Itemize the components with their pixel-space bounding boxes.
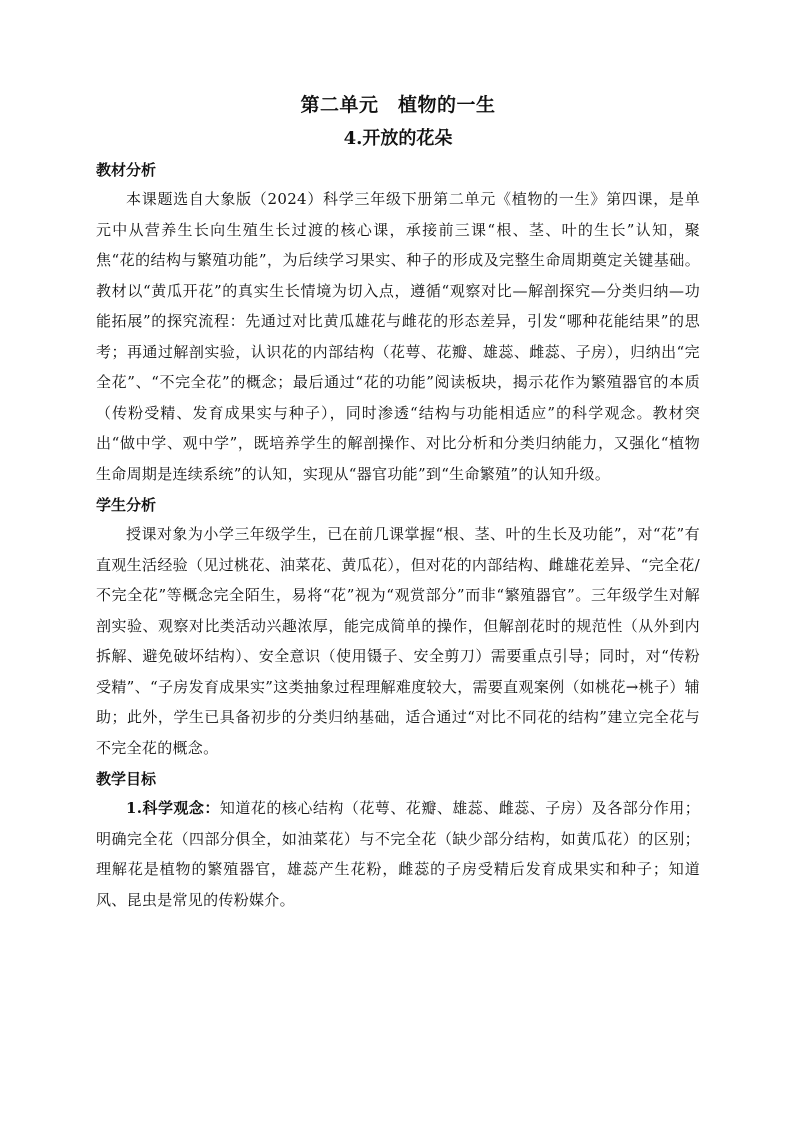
- document-content: [96, 92, 700, 917]
- lesson-title: 4.开放的花朵: [343, 128, 453, 149]
- paragraph-textbook-analysis: 本课题选自大象版（2024）科学三年级下册第二单元《植物的一生》第四课，是单元中从营养生长向生殖生长过渡的核心课，承接前三课“根、茎、叶的生长”认知，聚焦“花的结构与繁殖功能”，为后续学习果实、种子的形成及完整生命周期奠定关键基础。教材以“黄瓜开花”的真实生长情境为切入点，遵循“观察对比—解剖探究—分类归纳—功能拓展”的探究流程：先通过对比黄瓜雄花与雌花的形态差异，引发“哪种花能结果”的思考；再通过解剖实验，认识花的内部结构（花萼、花瓣、雄蕊、雌蕊、子房），归纳出“完全花”、“不完全花”的概念；最后通过“花的功能”阅读板块，揭示花作为繁殖器官的本质（传粉受精、发育成果实与种子），同时渗透“结构与功能相适应”的科学观念。教材突出“做中学、观中学”，既培养学生的解剖操作、对比分析和分类归纳能力，又强化“植物生命周期是连续系统”的认知，实现从“器官功能”到“生命繁殖”的认知升级。: [96, 190, 700, 483]
- goal-item-1-text: 知道花的核心结构（花萼、花瓣、雄蕊、雌蕊、子房）及各部分作用；明确完全花（四部分俱全，如油菜花）与不完全花（缺少部分结构，如黄瓜花）的区别；理解花是植物的繁殖器官，雄蕊产生花粉，雌蕊的子房受精后发育成果实和种子；知道风、昆虫是常见的传粉媒介。: [96, 799, 700, 909]
- section-heading-students: 学生分析: [96, 496, 157, 514]
- unit-title: 第二单元 植物的一生: [300, 94, 496, 116]
- goal-item-1: [96, 793, 700, 915]
- section-heading-textbook: 教材分析: [96, 161, 157, 179]
- section-heading-goals: 教学目标: [96, 770, 157, 788]
- goal-item-1-label: 1.科学观念：: [126, 799, 220, 817]
- paragraph-student-analysis: 授课对象为小学三年级学生，已在前几课掌握“根、茎、叶的生长及功能”，对“花”有直观生活经验（见过桃花、油菜花、黄瓜花），但对花的内部结构、雌雄花差异、“完全花/不完全花”等概念完全陌生，易将“花”视为“观赏部分”而非“繁殖器官”。三年级学生对解剖实验、观察对比类活动兴趣浓厚，能完成简单的操作，但解剖花时的规范性（从外到内拆解、避免破坏结构）、安全意识（使用镊子、安全剪刀）需要重点引导；同时，对“传粉受精”、“子房发育成果实”这类抽象过程理解难度较大，需要直观案例（如桃花→桃子）辅助；此外，学生已具备初步的分类归纳基础，适合通过“对比不同花的结构”建立完全花与不完全花的概念。: [96, 525, 700, 757]
